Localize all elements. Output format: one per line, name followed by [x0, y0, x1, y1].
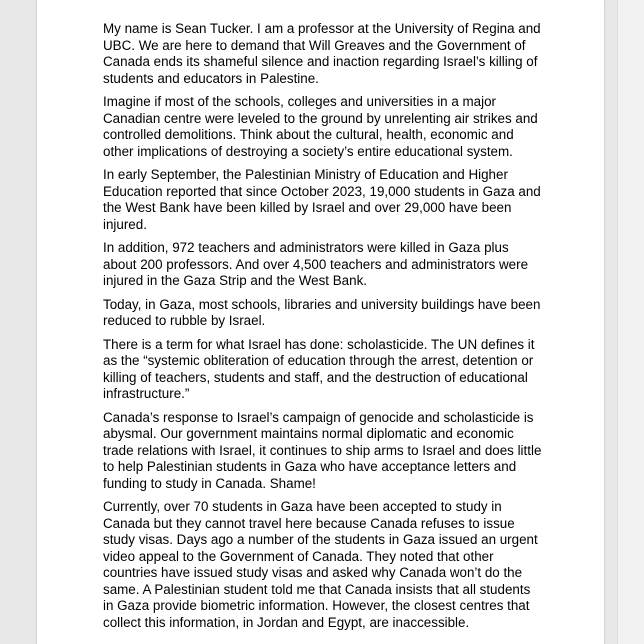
paragraph-2[interactable]: Imagine if most of the schools, colleges and universities in a major Canadian centre were leveled to the ground by unrelenting air strikes and controlled demolitions. Think about the cultural, health, economic and other implications of destroying a society’s entire educational system. [103, 94, 538, 159]
paragraph-6[interactable]: There is a term for what Israel has done: scholasticide. The UN defines it as the “systemic obliteration of education through the arrest, detention or killing of teachers, students and staff, and the destruction of educational infrastructure.” [103, 336, 535, 401]
paragraph-1[interactable]: My name is Sean Tucker. I am a professor at the University of Regina and UBC. We are here to demand that Will Greaves and the Government of Canada ends its shameful silence and inaction regarding Israel’s killing of students and educators in Palestine. [103, 21, 541, 86]
document-body[interactable] [103, 21, 543, 638]
paragraph-4[interactable]: In addition, 972 teachers and administrators were killed in Gaza plus about 200 professors. And over 4,500 teachers and administrators were injured in the Gaza Strip and the West Bank. [103, 240, 529, 288]
vertical-scrollbar[interactable] [617, 0, 644, 644]
paragraph-3[interactable]: In early September, the Palestinian Ministry of Education and Higher Education reported that since October 2023, 19,000 students in Gaza and the West Bank have been killed by Israel and over 29,000 have been injured. [103, 167, 541, 232]
document-page[interactable] [36, 0, 605, 644]
paragraph-7[interactable]: Canada’s response to Israel’s campaign of genocide and scholasticide is abysmal. Our government maintains normal diplomatic and economic trade relations with Israel, it continues to ship arms to Israel and does little to help Palestinian students in Gaza who have acceptance letters and funding to study in Canada. Shame! [103, 409, 542, 491]
paragraph-8[interactable]: Currently, over 70 students in Gaza have been accepted to study in Canada but they cannot travel here because Canada refuses to issue study visas. Days ago a number of the students in Gaza issued an urgent video appeal to the Government of Canada. They noted that other countries have issued study visas and asked why Canada won’t do the same. A Palestinian student told me that Canada insists that all students in Gaza provide biometric information. However, the closest centres that collect this information, in Jordan and Egypt, are inaccessible. [103, 499, 538, 630]
paragraph-5[interactable]: Today, in Gaza, most schools, libraries and university buildings have been reduced to rubble by Israel. [103, 296, 541, 328]
